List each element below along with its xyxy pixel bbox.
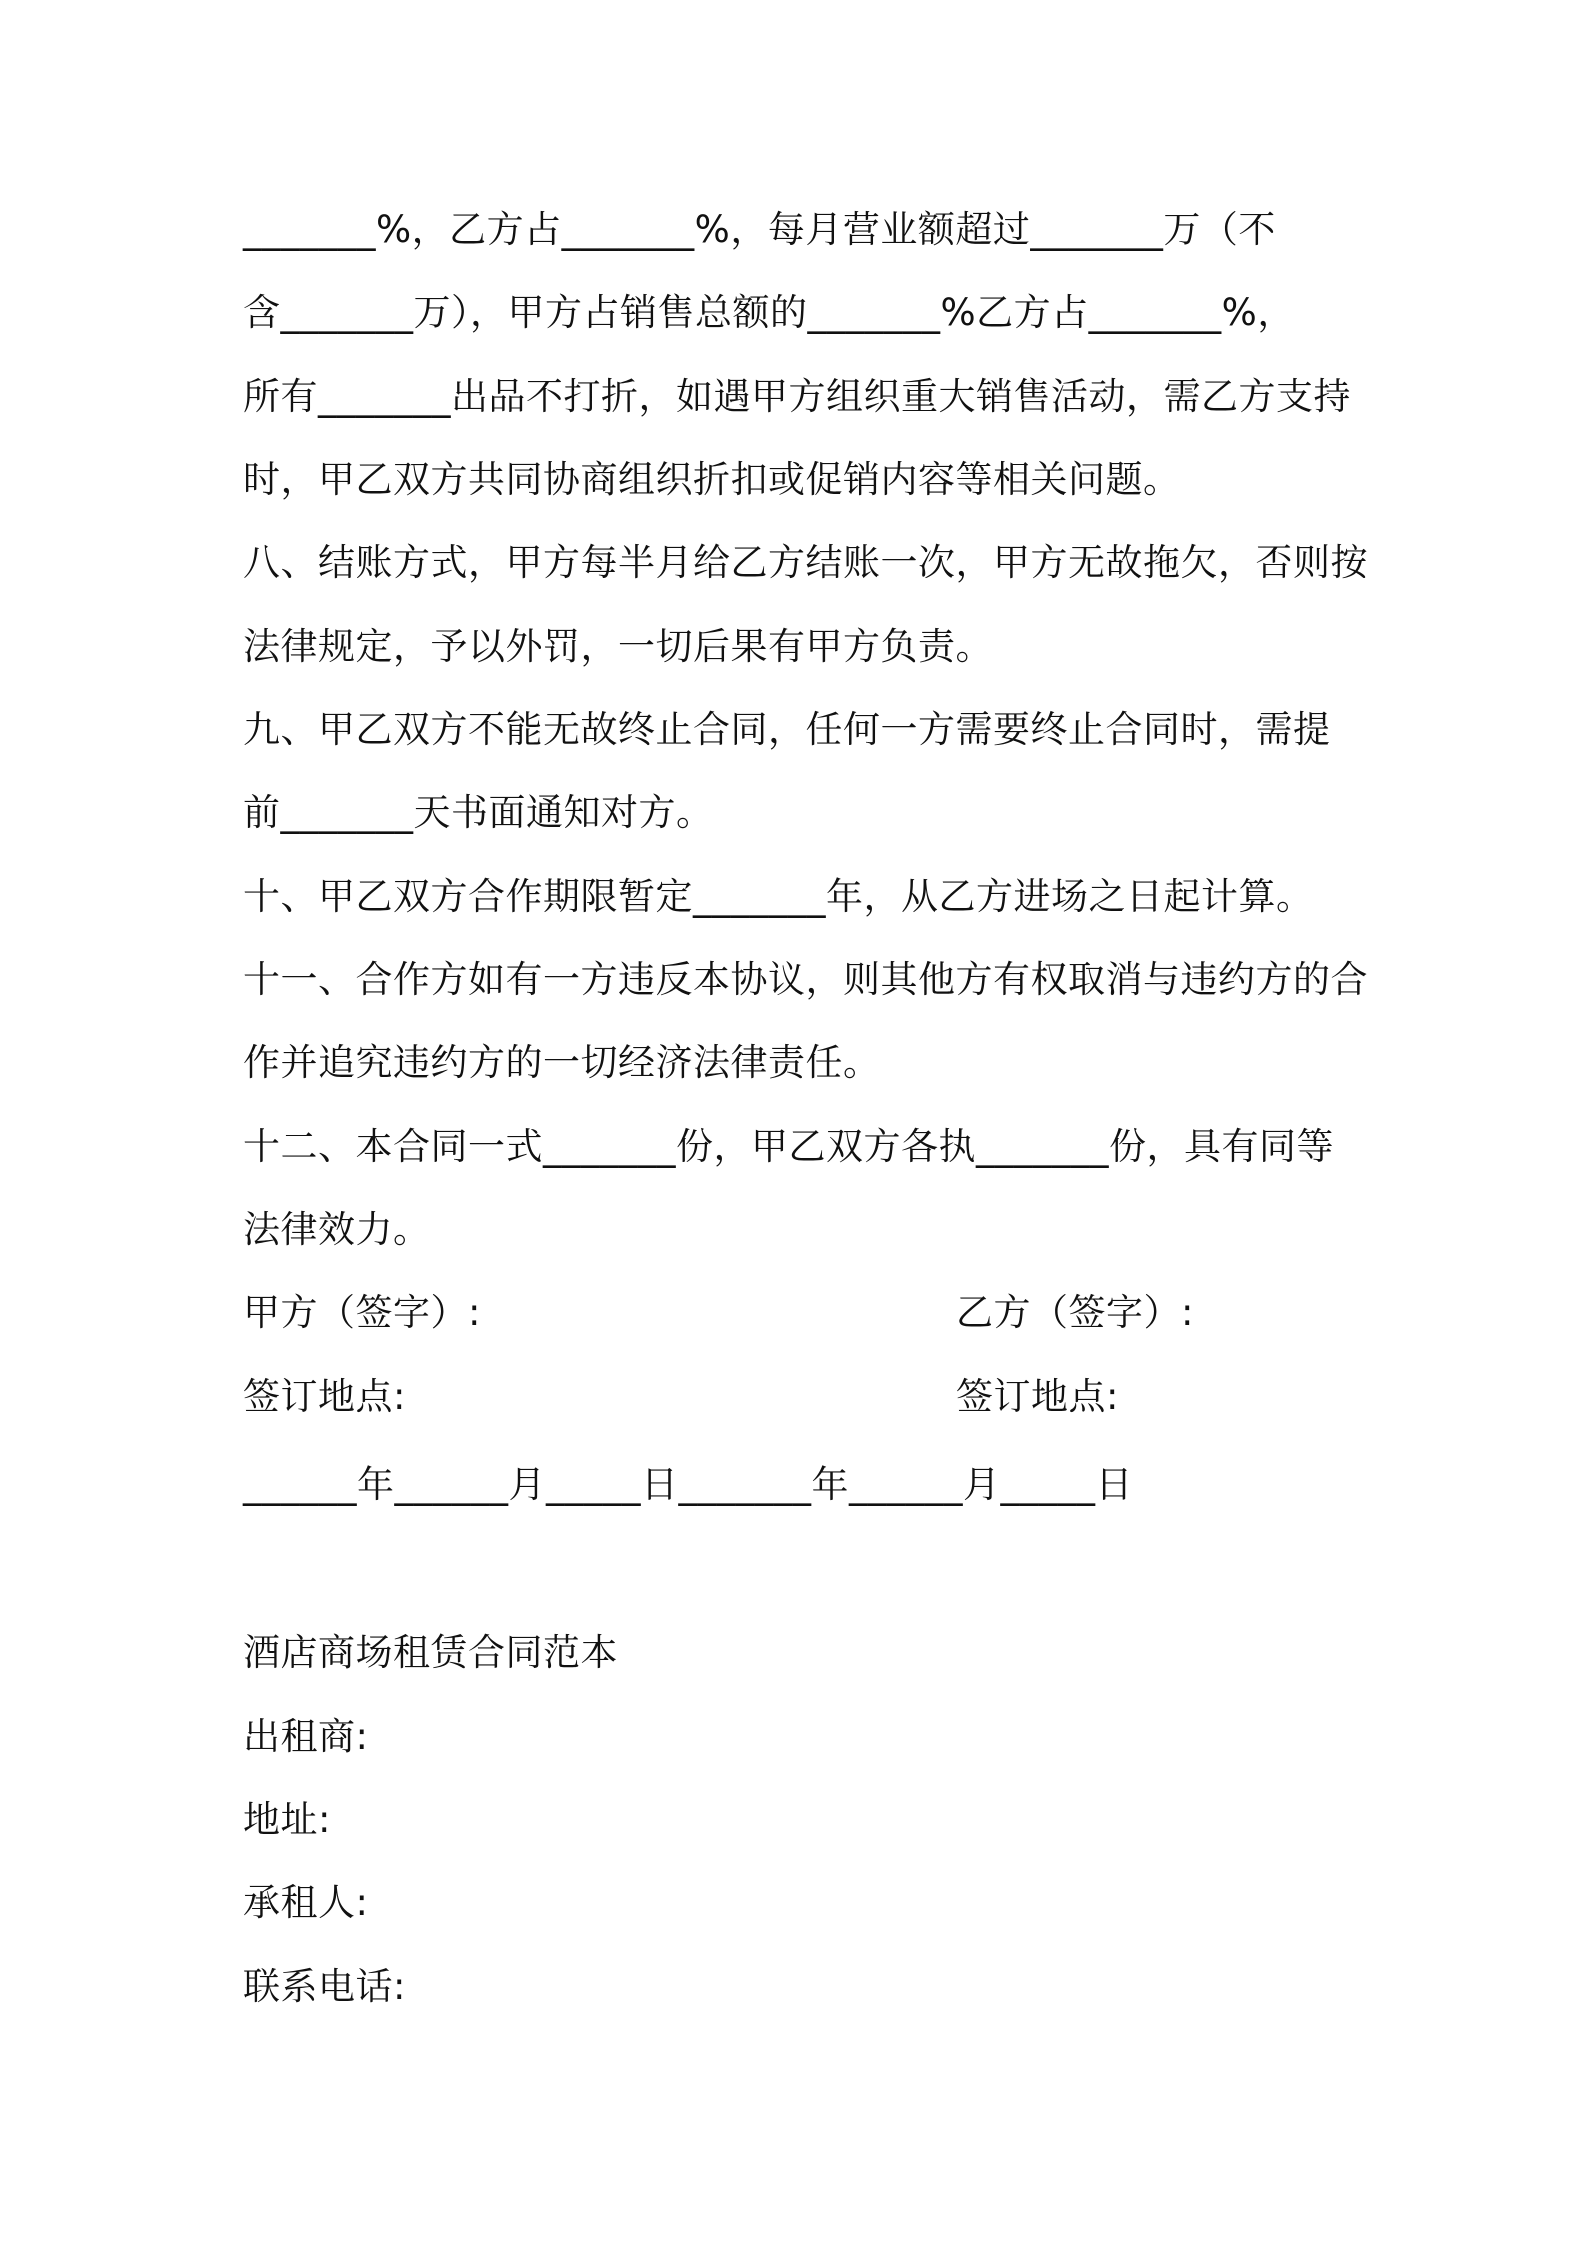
party-b-place-label: 签订地点: (956, 1375, 1119, 1418)
contract-text-line: 含_______万），甲方占销售总额的_______%乙方占_______%， (243, 291, 1295, 334)
lessor-label: 出租商: (243, 1715, 369, 1758)
clause-9-line: 前_______天书面通知对方。 (243, 791, 714, 834)
clause-9-line: 九、甲乙双方不能无故终止合同，任何一方需要终止合同时，需提 (243, 708, 1331, 751)
party-b-signature-label: 乙方（签字）: (956, 1291, 1194, 1334)
clause-8-line: 八、结账方式，甲方每半月给乙方结账一次，甲方无故拖欠，否则按 (243, 541, 1368, 584)
clause-12-line: 法律效力。 (243, 1208, 431, 1251)
date-line: ______年______月_____日_______年______月_____日 (243, 1463, 1133, 1506)
contract-text-line: _______%，乙方占_______%，每月营业额超过_______万（不 (243, 208, 1276, 251)
clause-12-line: 十二、本合同一式_______份，甲乙双方各执_______份，具有同等 (243, 1125, 1334, 1168)
address-label: 地址: (243, 1798, 331, 1841)
signing-place-row (243, 1372, 1119, 1422)
contract-text-line: 所有_______出品不打折，如遇甲方组织重大销售活动，需乙方支持 (243, 375, 1351, 418)
party-a-signature-label: 甲方（签字）: (243, 1291, 481, 1334)
clause-11-line: 十一、合作方如有一方违反本协议，则其他方有权取消与违约方的合 (243, 958, 1368, 1001)
clause-11-line: 作并追究违约方的一切经济法律责任。 (243, 1041, 881, 1084)
clause-10-line: 十、甲乙双方合作期限暂定_______年，从乙方进场之日起计算。 (243, 875, 1314, 918)
second-contract-title: 酒店商场租赁合同范本 (243, 1631, 618, 1674)
party-a-place-label: 签订地点: (243, 1375, 406, 1418)
phone-label: 联系电话: (243, 1965, 406, 2008)
signature-row (243, 1288, 1194, 1338)
lessee-label: 承租人: (243, 1881, 369, 1924)
contract-text-line: 时，甲乙双方共同协商组织折扣或促销内容等相关问题。 (243, 458, 1181, 501)
clause-8-line: 法律规定，予以外罚，一切后果有甲方负责。 (243, 625, 993, 668)
